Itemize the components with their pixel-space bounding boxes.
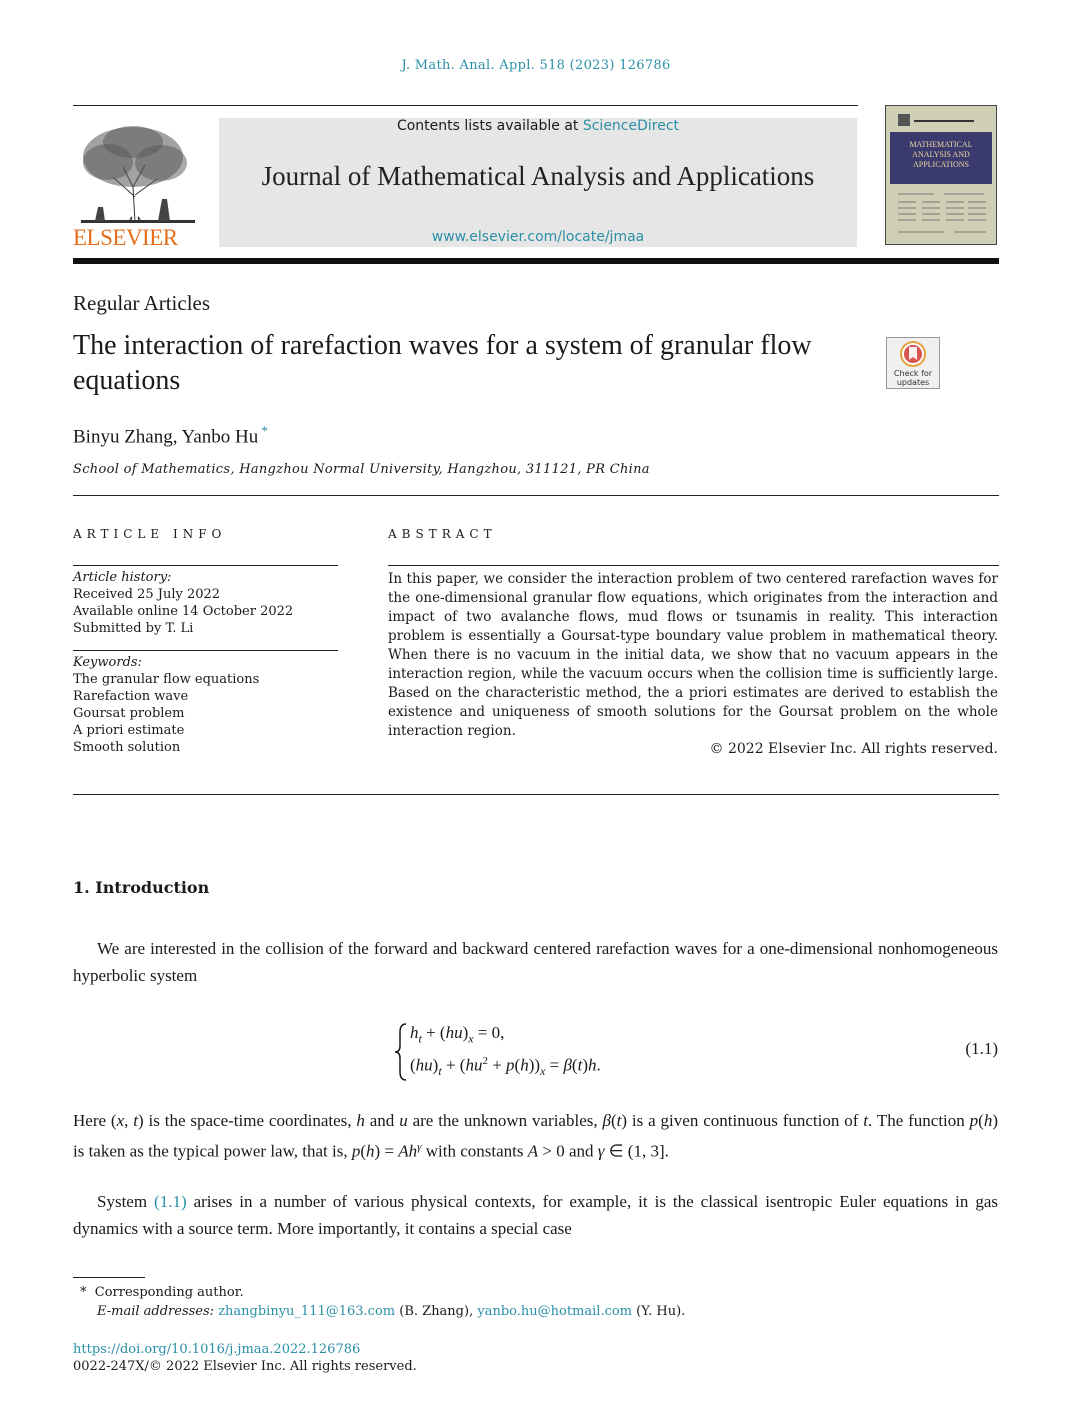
footnote-rule: [73, 1277, 145, 1278]
article-title: The interaction of rarefaction waves for a system of granular flow equations: [73, 330, 812, 396]
footnote-emails: E-mail addresses: zhangbinyu_111@163.com (B. Zhang), yanbo.hu@hotmail.com (Y. Hu).: [97, 1304, 686, 1319]
journal-citation[interactable]: J. Math. Anal. Appl. 518 (2023) 126786: [401, 58, 671, 73]
history-online: Available online 14 October 2022: [73, 604, 294, 619]
footnote: [80, 1283, 685, 1321]
abstract-heading: ABSTRACT: [388, 527, 497, 541]
history-label: Article history:: [73, 570, 172, 585]
check-for-updates-button[interactable]: [886, 337, 940, 389]
doi-link[interactable]: https://doi.org/10.1016/j.jmaa.2022.126786: [73, 1342, 361, 1357]
keywords-label: Keywords:: [73, 655, 142, 670]
abstract-rule: [388, 565, 999, 566]
elsevier-wordmark: ELSEVIER: [73, 225, 178, 250]
cover-title-band: [890, 132, 992, 184]
keywords: [73, 654, 338, 756]
section-type: Regular Articles: [73, 291, 211, 315]
article-info-rule: [73, 565, 338, 566]
cover-line: ANALYSIS AND: [912, 150, 970, 159]
cover-script-title: [914, 120, 974, 122]
journal-banner: [219, 118, 857, 247]
equation-ref-link[interactable]: (1.1): [154, 1192, 187, 1211]
journal-cover-thumbnail[interactable]: [885, 105, 997, 245]
equation-1-1: [394, 1020, 998, 1084]
contents-available-line: Contents lists available at ScienceDirect: [396, 118, 680, 134]
header-top-rule: [73, 105, 858, 106]
equation-line-2: $(hu)_t + (hu^2 + p(h))_x = \beta(t)h$.: [410, 1055, 601, 1079]
keyword: Rarefaction wave: [73, 689, 189, 704]
paragraph: Here (x, t) is the space-time coordinates, h and u are the unknown variables, β(t) is a given continuous function of t. The function p(h) is taken as the typical power law, that is, $p(h) = Ah^\gamma$ with constants A > 0 and γ ∈ (1, 3].: [73, 1111, 998, 1161]
keyword: A priori estimate: [73, 723, 185, 738]
issn-line: 0022-247X/© 2022 Elsevier Inc. All rights reserved.: [73, 1359, 417, 1374]
footnote-corresponding: * Corresponding author.: [80, 1285, 244, 1300]
sciencedirect-link[interactable]: ScienceDirect: [582, 118, 680, 134]
journal-url-link[interactable]: www.elsevier.com/locate/jmaa: [431, 229, 645, 245]
affiliation: School of Mathematics, Hangzhou Normal University, Hangzhou, 311121, PR China: [73, 462, 650, 477]
cover-editor-list-icon: [894, 190, 990, 240]
front-matter-rule: [73, 794, 999, 795]
abstract-text: In this paper, we consider the interaction problem of two centered rarefaction waves for the one-dimensional granular flow equations, which originates from the interaction and impact of two avalanche flows, mud flows or tsunamis in reality. This interaction problem is essentially a Goursat-type boundary value problem in mathematical theory. When there is no vacuum in the initial data, we show that no vacuum appears in the interaction region, while the vacuum occurs when the collision time is sufficiently large. Based on the characteristic method, the a priori estimates are derived to establish the existence and uniqueness of smooth solutions for the Goursat problem on the whole interaction region.: [388, 571, 998, 739]
history-received: Received 25 July 2022: [73, 587, 221, 602]
history-submitted: Submitted by T. Li: [73, 621, 194, 636]
email-link-hu[interactable]: yanbo.hu@hotmail.com: [477, 1304, 633, 1319]
header-bottom-rule: [73, 258, 999, 264]
crossmark-icon: [900, 341, 926, 367]
article-info-heading: ARTICLE INFO: [73, 527, 227, 541]
crossmark-label: Check for updates: [893, 369, 933, 387]
keyword: The granular flow equations: [73, 672, 260, 687]
journal-title: Journal of Mathematical Analysis and Applications: [261, 161, 815, 191]
paragraph: System (1.1) arises in a number of various physical contexts, for example, it is the classical isentropic Euler equations in gas dynamics with a source term. More importantly, it contains a special case: [73, 1192, 998, 1238]
keywords-rule: [73, 650, 338, 651]
paragraph: We are interested in the collision of the forward and backward centered rarefaction waves for a one-dimensional nonhomogeneous hyperbolic system: [73, 939, 998, 985]
section-heading: 1. Introduction: [73, 878, 210, 897]
affiliation-rule: [73, 495, 999, 496]
equation-number: (1.1): [965, 1039, 998, 1058]
cover-logo-icon: [898, 114, 910, 126]
doi-block: [73, 1341, 417, 1375]
cover-line: MATHEMATICAL: [909, 140, 973, 149]
email-link-zhang[interactable]: zhangbinyu_111@163.com: [218, 1304, 396, 1319]
author-list: Binyu Zhang, Yanbo Hu *: [73, 423, 268, 448]
left-brace-icon: [394, 1022, 408, 1082]
corresponding-author-link[interactable]: *: [261, 423, 268, 438]
abstract-copyright: © 2022 Elsevier Inc. All rights reserved.: [709, 741, 998, 757]
keyword: Goursat problem: [73, 706, 185, 721]
keyword: Smooth solution: [73, 740, 181, 755]
article-history: [73, 569, 338, 637]
equation-line-1: $h_t + (hu)_x = 0$,: [410, 1023, 505, 1046]
cover-line: APPLICATIONS: [912, 160, 969, 169]
